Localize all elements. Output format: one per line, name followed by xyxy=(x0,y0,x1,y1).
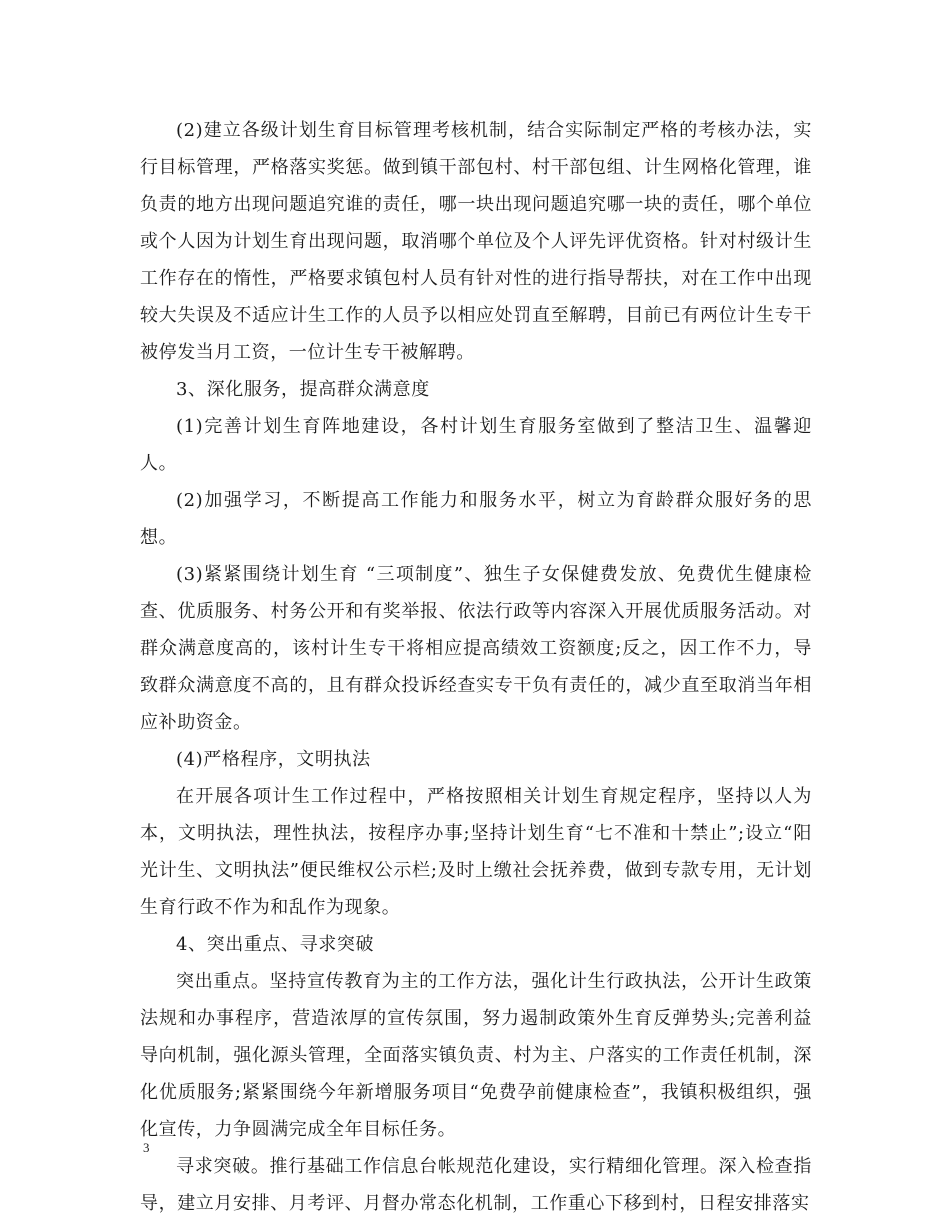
paragraph-highlight-key-points: 突出重点。坚持宣传教育为主的工作方法，强化计生行政执法，公开计生政策法规和办事程序，营造浓厚的宣传氛围，努力遏制政策外生育反弹势头;完善利益导向机制，强化源头管理，全面落实镇负责、村为主、户落实的工作责任机制，深化优质服务;紧紧围绕今年新增服务项目“免费孕前健康检查”，我镇积极组织，强化宣传，力争圆满完成全年目标任务。 xyxy=(140,971,812,1140)
paragraph-target-management: (2)建立各级计划生育目标管理考核机制，结合实际制定严格的考核办法，实行目标管理，严格落实奖惩。做到镇干部包村、村干部包组、计生网格化管理，谁负责的地方出现问题追究谁的责任，哪一块出现问题追究哪一块的责任，哪个单位或个人因为计划生育出现问题，取消哪个单位及个人评先评优资格。针对村级计生工作存在的惰性，严格要求镇包村人员有针对性的进行指导帮扶，对在工作中出现较大失误及不适应计生工作的人员予以相应处罚直至解聘，目前已有两位计生专干被停发当月工资，一位计生专干被解聘。 xyxy=(140,120,812,363)
paragraph-position-building: (1)完善计划生育阵地建设，各村计划生育服务室做到了整洁卫生、温馨迎人。 xyxy=(140,416,812,474)
heading-strict-procedure: (4)严格程序，文明执法 xyxy=(176,749,371,770)
page-number: 3 xyxy=(143,1140,150,1155)
heading-key-points: 4、突出重点、寻求突破 xyxy=(176,934,375,955)
paragraph-quality-service: (3)紧紧围绕计划生育 “三项制度”、独生子女保健费发放、免费优生健康检查、优质服务、村务公开和有奖举报、依法行政等内容深入开展优质服务活动。对群众满意度高的，该村计生专干将相应提高绩效工资额度;反之，因工作不力，导致群众满意度不高的，且有群众投诉经查实专干负有责任的，减少直至取消当年相应补助资金。 xyxy=(140,564,812,733)
document-body xyxy=(140,112,812,1222)
paragraph-seek-breakthrough: 寻求突破。推行基础工作信息台帐规范化建设，实行精细化管理。深入检查指导，建立月安排、月考评、月督办常态化机制，工作重心下移到村，日程安排落实 xyxy=(140,1156,812,1214)
paragraph-law-enforcement: 在开展各项计生工作过程中，严格按照相关计划生育规定程序，坚持以人为本，文明执法，理性执法，按程序办事;坚持计划生育“七不准和十禁止”;设立“阳光计生、文明执法”便民维权公示栏;及时上缴社会抚养费，做到专款专用，无计划生育行政不作为和乱作为现象。 xyxy=(140,786,812,918)
paragraph-strengthen-study: (2)加强学习，不断提高工作能力和服务水平，树立为育龄群众服好务的思想。 xyxy=(140,490,812,548)
heading-deepen-service: 3、深化服务，提高群众满意度 xyxy=(176,379,430,400)
